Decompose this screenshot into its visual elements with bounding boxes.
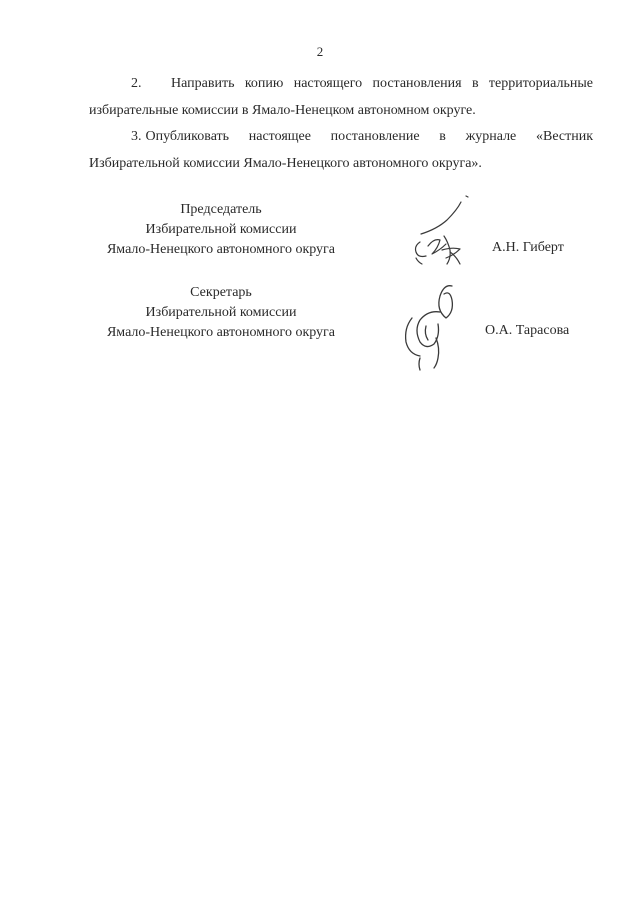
- paragraph-number: 2.: [131, 76, 142, 91]
- secretary-signature-block: [89, 283, 353, 343]
- paragraph-number: 3.: [131, 129, 142, 144]
- signer-organization-line: Избирательной комиссии: [145, 305, 297, 320]
- paragraph-3: [89, 123, 593, 177]
- signer-title: Секретарь: [190, 285, 252, 300]
- signer-name: А.Н. Гиберт: [492, 240, 564, 255]
- paragraph-text: Опубликовать настоящее постановление в журнале «Вестник Избирательной комиссии Ямало-Ненецкого автономного округа».: [89, 129, 593, 171]
- handwritten-signature-icon: [396, 282, 468, 374]
- signer-name: О.А. Тарасова: [485, 323, 570, 338]
- chairman-signature-block: [89, 200, 353, 260]
- paragraph-2: [89, 70, 593, 124]
- signer-organization-line: Избирательной комиссии: [145, 222, 297, 237]
- page-number: 2: [316, 44, 324, 59]
- signer-organization-line: Ямало-Ненецкого автономного округа: [106, 325, 336, 340]
- signer-organization-line: Ямало-Ненецкого автономного округа: [106, 242, 336, 257]
- signer-title: Председатель: [180, 202, 262, 217]
- paragraph-text: Направить копию настоящего постановления в территориальные избирательные комиссии в Ямало-Ненецком автономном округе.: [89, 76, 593, 118]
- handwritten-signature-icon: [404, 192, 484, 282]
